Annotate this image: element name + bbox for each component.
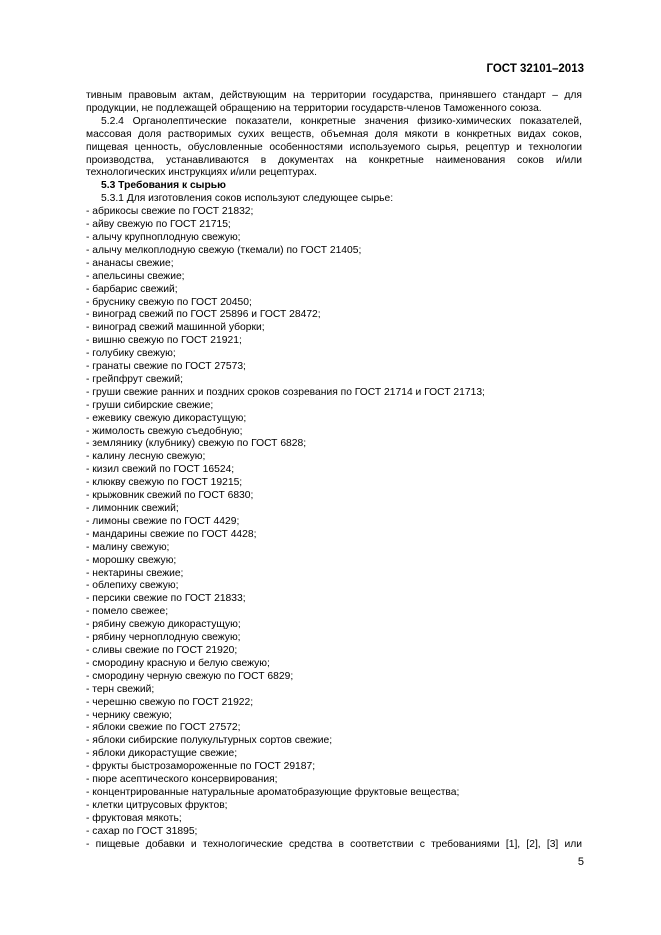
list-item: - фруктовая мякоть; [86, 812, 182, 824]
list-item: - грейпфрут свежий; [86, 373, 184, 385]
list-item: - кизил свежий по ГОСТ 16524; [86, 464, 235, 476]
list-item: - ананасы свежие; [86, 257, 174, 269]
list-item: - пюре асептического консервирования; [86, 774, 278, 786]
list-item: - абрикосы свежие по ГОСТ 21832; [86, 206, 254, 218]
list-item: - груши свежие ранних и поздних сроков созревания по ГОСТ 21714 и ГОСТ 21713; [86, 386, 485, 398]
document-id-header: ГОСТ 32101–2013 [486, 63, 584, 75]
list-item: - клюкву свежую по ГОСТ 19215; [86, 477, 243, 489]
list-item: - персики свежие по ГОСТ 21833; [86, 593, 246, 605]
list-item: - груши сибирские свежие; [86, 399, 214, 411]
list-item: - смородину черную свежую по ГОСТ 6829; [86, 670, 294, 682]
list-item: - клетки цитрусовых фруктов; [86, 799, 228, 811]
list-item: - чернику свежую; [86, 709, 173, 721]
list-item: - мандарины свежие по ГОСТ 4428; [86, 528, 257, 540]
list-item: - помело свежее; [86, 606, 169, 618]
list-item: - алычу мелкоплодную свежую (ткемали) по ГОСТ 21405; [86, 244, 362, 256]
intro-paragraph: тивным правовым актам, действующим на территории государства, принявшего стандарт – для продукции, не подлежащей обращению на территории государств-членов Таможенного союза. [86, 90, 582, 114]
list-item: - яблоки дикорастущие свежие; [86, 748, 238, 760]
page-number: 5 [577, 856, 584, 868]
list-item: - барбарис свежий; [86, 283, 178, 295]
list-item: - алычу крупноплодную свежую; [86, 231, 241, 243]
raw-materials-list [86, 206, 582, 851]
list-item: - облепиху свежую; [86, 580, 179, 592]
section-5-3-1-lead: 5.3.1 Для изготовления соков используют следующее сырье: [101, 193, 394, 205]
list-item: - малину свежую; [86, 541, 170, 553]
list-item: - смородину красную и белую свежую; [86, 657, 270, 669]
list-item: - лимоны свежие по ГОСТ 4429; [86, 515, 240, 527]
list-item: - пищевые добавки и технологические средства в соответствии с требованиями [1], [2], [3] или [86, 838, 582, 850]
list-item: - терн свежий; [86, 683, 155, 695]
list-item: - сахар по ГОСТ 31895; [86, 825, 198, 837]
list-item: - голубику свежую; [86, 348, 176, 360]
list-item: - гранаты свежие по ГОСТ 27573; [86, 361, 246, 373]
section-5-2-4-paragraph: 5.2.4 Органолептические показатели, конкретные значения физико-химических показателей, массовая доля растворимых сухих веществ, объемная доля мякоти в конкретных видах соков, пищевая ценность, обусловленные особенностями используемого сырья, рецептур и технологии производства, устанавливаются в документах на конкретные наименования соков и/или технологических инструкциях и/или рецептурах. [86, 115, 582, 179]
list-item: - нектарины свежие; [86, 567, 184, 579]
list-item: - яблоки свежие по ГОСТ 27572; [86, 722, 241, 734]
list-item: - бруснику свежую по ГОСТ 20450; [86, 296, 252, 308]
list-item: - калину лесную свежую; [86, 451, 206, 463]
list-item: - концентрированные натуральные ароматобразующие фруктовые вещества; [86, 786, 460, 798]
page-content [86, 90, 582, 851]
list-item: - землянику (клубнику) свежую по ГОСТ 6828; [86, 438, 307, 450]
list-item: - ежевику свежую дикорастущую; [86, 412, 247, 424]
section-5-3-heading: 5.3 Требования к сырью [101, 180, 226, 192]
list-item: - яблоки сибирские полукультурных сортов свежие; [86, 735, 333, 747]
list-item: - морошку свежую; [86, 554, 177, 566]
list-item: - черешню свежую по ГОСТ 21922; [86, 696, 254, 708]
list-item: - апельсины свежие; [86, 270, 185, 282]
list-item: - виноград свежий по ГОСТ 25896 и ГОСТ 28472; [86, 309, 321, 321]
list-item: - лимонник свежий; [86, 503, 179, 514]
list-item: - айву свежую по ГОСТ 21715; [86, 219, 231, 231]
list-item: - фрукты быстрозамороженные по ГОСТ 29187; [86, 761, 316, 773]
list-item: - вишню свежую по ГОСТ 21921; [86, 335, 242, 347]
list-item: - рябину свежую дикорастущую; [86, 619, 241, 631]
list-item: - рябину черноплодную свежую; [86, 632, 241, 644]
list-item: - жимолость свежую съедобную; [86, 425, 243, 437]
list-item: - сливы свежие по ГОСТ 21920; [86, 644, 238, 656]
list-item: - крыжовник свежий по ГОСТ 6830; [86, 490, 254, 502]
list-item: - виноград свежий машинной уборки; [86, 322, 265, 334]
